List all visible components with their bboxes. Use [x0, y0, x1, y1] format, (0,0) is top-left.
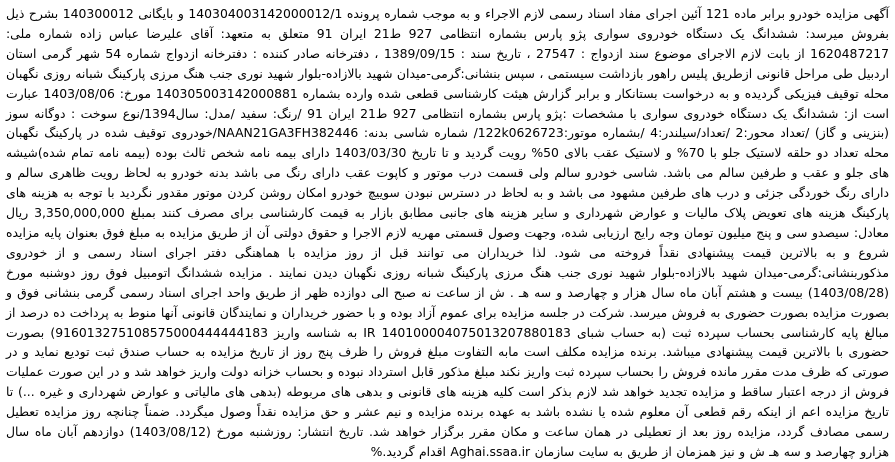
auction-notice	[6, 4, 890, 459]
auction-notice-text: آگهی مزایده خودرو برابر ماده 121 آئین اجرای مفاد اسناد رسمی لازم الاجراء و به موجب شماره پرونده 140304003142000012/1 و بایگانی 140300012 بشرح ذیل بفروش میرسد: ششدانگ یک دستگاه خودروی سواری پژو پارس بشماره انتظامی 927 ط21 ایران 91 متعلق به متعهد: آقای علیرضا عباس زاده شماره ملی: 1620487217 از بابت لازم الاجرای موضوع سند ازدواج : 27547 ، تاریخ سند : 1389/09/15 ، دفترخانه صادر کننده : دفترخانه ازدواج شماره 54 شهر گرمی استان اردبیل طی مراحل قانونی ازطریق پلیس راهور بازداشت سیستمی ، سپس بنشانی:گرمی-میدان شهید بالازاده-بلوار شهید نوری جنب هنگ مرزی پارکینگ شبانه روزی نگهبان محله توقیف فیزیکی گردیده و به درخواست بستانکار و برابر گزارش هیئت کارشناسی قطعی شده وارده بشماره 140305003142000881 مورخ: 1403/08/06 عبارت است از: ششدانگ یک دستگاه خودروی سواری با مشخصات :پژو پارس بشماره انتظامی 927 ط21 ایران 91 /رنگ: سفید /مدل: سال1394/نوع سوخت : دوگانه سوز (بنزینی و گاز) /تعداد محور:2 /تعداد/سیلندر:4 /بشماره موتور:122k0626723/ شماره شاسی بدنه: NAAN21GA3FH382446/خودروی توقیف شده در پارکینگ نگهبان محله تعداد دو حلقه لاستیک جلو با 70% و لاستیک عقب بالای 50% رویت گردید و تا تاریخ 1403/03/30 دارای بیمه نامه شخص ثالث بوده (بیمه نامه تمام شده)شیشه های جلو و عقب و طرفین سالم می باشد. شاسی خودرو سالم ولی قسمت درب موتور و کاپوت عقب دارای رنگ می باشد بدنه خودرو به لحاظ رویت ظاهری سالم و دارای رنگ خوردگی جزئی و درب های طرفین مشهود می باشد و به لحاظ در دسترس نبودن سوییچ خودرو امکان روشن کردن موتور مقدور نگردید با توجه به هزینه های پارکینگ هزینه های تعویض پلاک مالیات و عوارض شهرداری و سایر هزینه های جانبی مطابق بازار به قیمت کارشناسی برای مصرف کنند بمبلغ 3,350,000,000 ریال معادل: سیصدو سی و پنج میلیون تومان وجه رایج ارزیابی شده، وجهت وصول قسمتی مهریه لازم الاجرا و حقوق دولتی آن از طریق مزایده به مبلغ فوق بعنوان پایه مزایده شروع و به بالاترین قیمت پیشنهادی نقداً فروخته می شود. لذا خریداران می توانند قبل از روز مزایده با هماهنگی دفتر اجرای اسناد رسمی و از خودروی مذکوربنشانی:گرمی-میدان شهید بالازاده-بلوار شهید نوری جنب هنگ مرزی پارکینگ شبانه روزی نگهبان دیدن نمایند . مزایده ششدانگ اتومبیل فوق روز دوشنبه مورخ (1403/08/28) بیست و هشتم آبان ماه سال هزار و چهارصد و سه هـ . ش از ساعت نه صبح الی دوازده ظهر از طریق واحد اجرای اسناد رسمی گرمی بنشانی فوق و بصورت مزایده بصورت حضوری به فروش میرسد. شرکت در جلسه مزایده برای عموم آزاد بوده و با حضور خریداران و نمایندگان قانونی آنها منوط به پرداخت ده درصد از مبالغ پایه کارشناسی بحساب سپرده ثبت (به حساب شبای IR 140100004075013207880183 به شناسه واریز 916013275108575000444444183) بصورت حضوری با بالاترین قیمت پیشنهادی میباشد. برنده مزایده مکلف است مابه التفاوت مبلغ فروش را ظرف پنج روز از تاریخ مزایده به حساب صندق ثبت تودیع نماید و در صورتی که ظرف مدت مقرر مانده فروش را بحساب سپرده ثبت واریز نکند مبلغ مذکور قابل استرداد نبوده و بحساب خزانه دولت واریز خواهد شد و در این صورت عملیات فروش از درجه اعتبار ساقط و مزایده تجدید خواهد شد لازم بذکر است کلیه هزینه های قانونی و بدهی های مربوطه (بدهی های مالیاتی و عوارض شهرداری و غیره ...) تا تاریخ مزایده اعم از اینکه رقم قطعی آن معلوم شده یا نشده باشد به عهده برنده مزایده و نیم عشر و حق مزایده نقداً وصول میگردد. ضمناً چنانچه روز مزایده تعطیل رسمی مصادف گردد، مزایده روز بعد از تعطیلی در همان ساعت و مکان مقرر برگزار خواهد شد. تاریخ انتشار: روزشنبه مورخ (1403/08/12) دوازدهم آبان ماه سال هزارو چهارصد و سه هـ ش و نیز همزمان از طریق به سایت سازمان Aghai.ssaa.ir اقدام گردید.%	[6, 6, 890, 459]
